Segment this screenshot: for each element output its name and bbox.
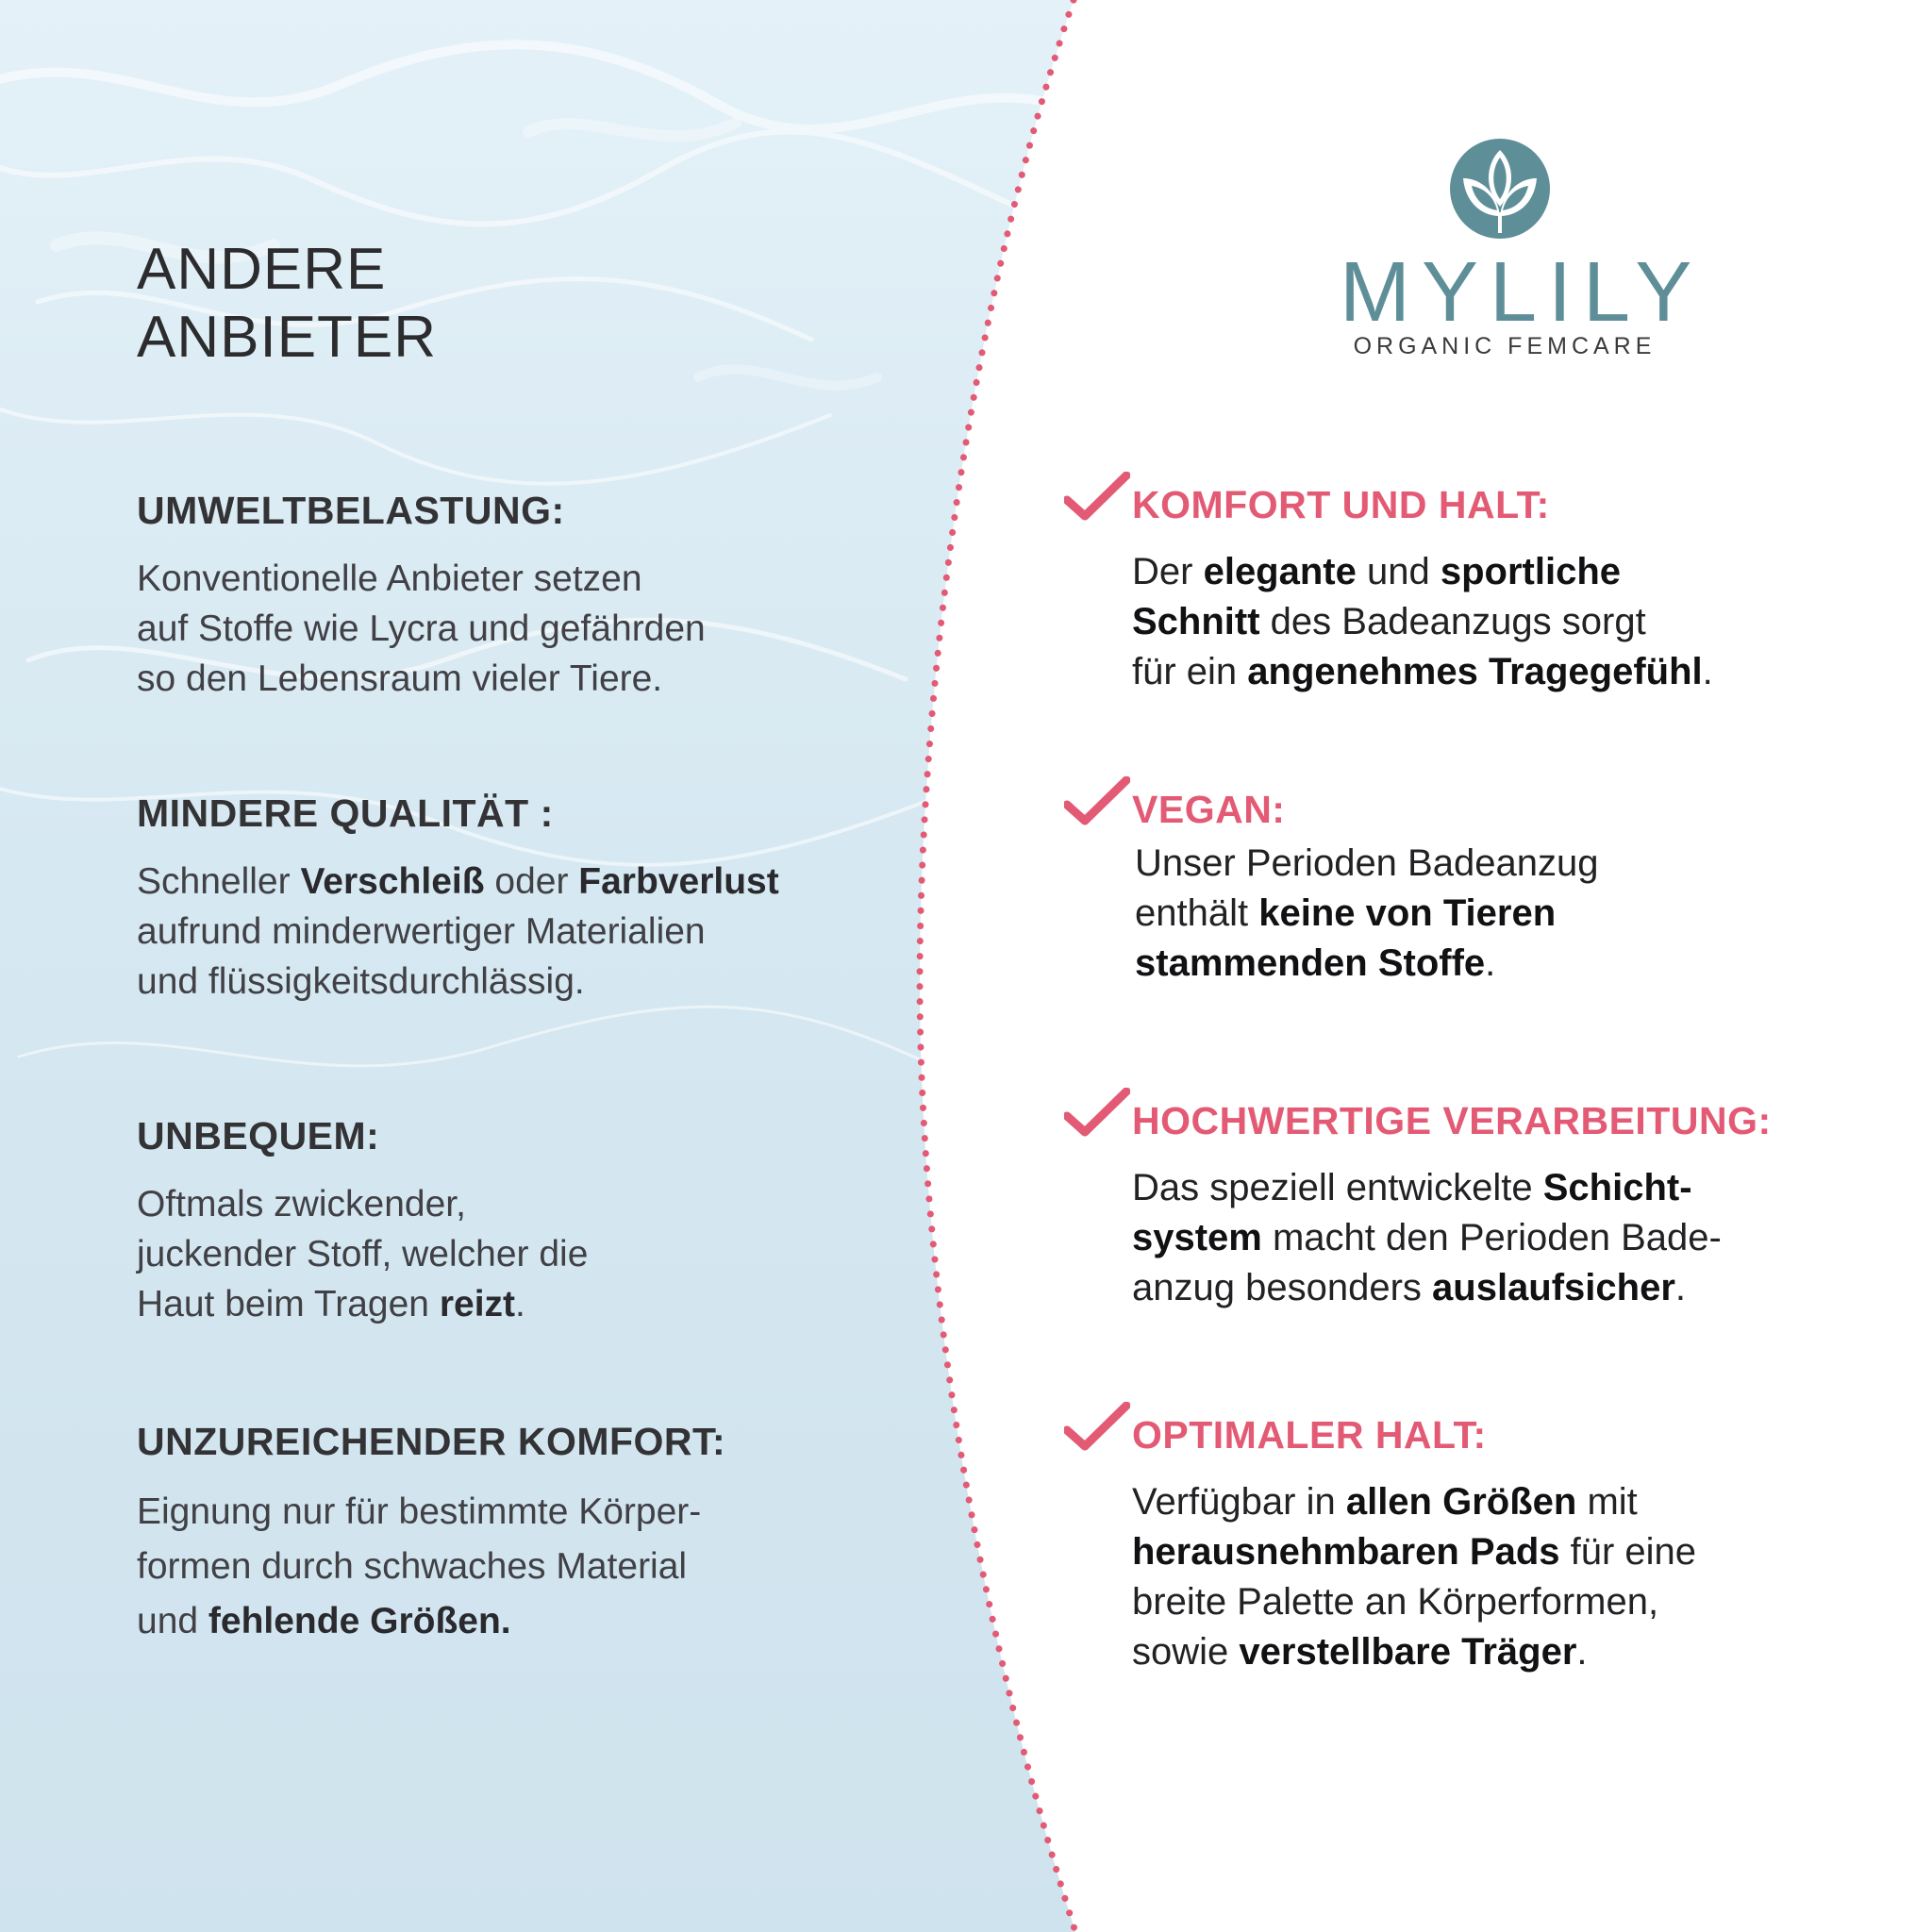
body-text: macht den Perioden Bade- xyxy=(1261,1217,1722,1258)
body-text: und xyxy=(1356,551,1441,592)
emphasis-text: herausnehmbaren Pads xyxy=(1132,1531,1560,1573)
text-line xyxy=(1132,1163,1722,1213)
emphasis-text: Farbverlust xyxy=(578,861,779,902)
body-text: breite Palette an Körperformen, xyxy=(1132,1581,1659,1623)
text-line xyxy=(137,1179,891,1229)
drawback-text xyxy=(137,857,891,1007)
body-text: Der xyxy=(1132,551,1204,592)
body-text: des Badeanzugs sorgt xyxy=(1259,601,1646,642)
body-text: und flüssigkeitsdurchlässig. xyxy=(137,961,585,1002)
body-text: . xyxy=(1674,1267,1687,1308)
drawback-title: UMWELTBELASTUNG: xyxy=(137,489,565,532)
text-line xyxy=(1135,839,1598,889)
body-text: Verfügbar in xyxy=(1132,1481,1346,1523)
brand-tagline: ORGANIC FEMCARE xyxy=(1353,333,1657,359)
benefit-comfort xyxy=(1064,472,1913,717)
heading-line: ANDERE xyxy=(137,237,387,302)
body-text: mit xyxy=(1576,1481,1638,1523)
body-text: juckender Stoff, welcher die xyxy=(137,1234,589,1274)
emphasis-text: auslaufsicher xyxy=(1432,1267,1675,1308)
emphasis-text: angenehmes Tragegefühl xyxy=(1247,651,1703,692)
text-line xyxy=(137,857,891,907)
emphasis-text: Verschleiß xyxy=(300,861,485,902)
text-line xyxy=(1135,889,1598,939)
benefit-text xyxy=(1132,547,1713,697)
drawback-uncomfortable xyxy=(137,1114,891,1329)
body-text: oder xyxy=(484,861,579,902)
drawback-text xyxy=(137,1179,891,1329)
body-text: so den Lebensraum vieler Tiere. xyxy=(137,658,663,699)
drawback-title: MINDERE QUALITÄT : xyxy=(137,791,554,835)
body-text: Haut beim Tragen xyxy=(137,1284,440,1324)
emphasis-text: allen Größen xyxy=(1345,1481,1577,1523)
benefit-text xyxy=(1135,839,1598,989)
emphasis-text: system xyxy=(1132,1217,1262,1258)
text-line xyxy=(1132,1577,1696,1627)
text-line xyxy=(137,1279,891,1329)
body-text: Konventionelle Anbieter setzen xyxy=(137,558,642,599)
drawback-text xyxy=(137,1485,891,1649)
text-line xyxy=(1135,939,1598,989)
emphasis-text: fehlende Größen. xyxy=(208,1601,511,1641)
text-line xyxy=(137,554,891,604)
body-text: anzug besonders xyxy=(1132,1267,1433,1308)
body-text: . xyxy=(515,1284,525,1324)
emphasis-text: sportliche xyxy=(1440,551,1621,592)
checkmark-icon xyxy=(1064,472,1130,528)
text-line xyxy=(137,907,891,957)
text-line xyxy=(137,1485,891,1540)
body-text: aufrund minderwertiger Materialien xyxy=(137,911,706,952)
body-text: Eignung nur für bestimmte Körper- xyxy=(137,1491,702,1532)
emphasis-text: keine von Tieren xyxy=(1258,892,1557,934)
body-text: . xyxy=(1702,651,1713,692)
text-line xyxy=(1132,1477,1696,1527)
benefit-text xyxy=(1132,1477,1696,1677)
benefit-vegan xyxy=(1064,776,1913,1022)
body-text: Oftmals zwickender, xyxy=(137,1184,466,1224)
body-text: enthält xyxy=(1135,892,1259,934)
checkmark-icon xyxy=(1064,776,1130,833)
text-line xyxy=(137,1229,891,1279)
benefit-title: VEGAN: xyxy=(1132,788,1286,831)
text-line xyxy=(1132,647,1713,697)
text-line xyxy=(1132,1527,1696,1577)
emphasis-text: stammenden Stoffe xyxy=(1135,942,1486,984)
text-line xyxy=(137,604,891,654)
drawback-comfort xyxy=(137,1420,891,1649)
text-line xyxy=(137,957,891,1007)
text-line xyxy=(1132,547,1713,597)
drawback-title: UNBEQUEM: xyxy=(137,1114,380,1158)
benefit-text xyxy=(1132,1163,1722,1313)
body-text: Unser Perioden Badeanzug xyxy=(1135,842,1599,884)
emphasis-text: Schicht- xyxy=(1542,1167,1692,1208)
benefit-title: OPTIMALER HALT: xyxy=(1132,1413,1487,1457)
benefit-title: HOCHWERTIGE VERARBEITUNG: xyxy=(1132,1099,1772,1142)
text-line xyxy=(1132,597,1713,647)
benefit-fit xyxy=(1064,1402,1913,1704)
body-text: und xyxy=(137,1601,208,1641)
text-line xyxy=(137,1594,891,1649)
body-text: auf Stoffe wie Lycra und gefährden xyxy=(137,608,706,649)
body-text: sowie xyxy=(1132,1631,1240,1673)
drawback-environment xyxy=(137,489,891,704)
checkmark-icon xyxy=(1064,1402,1130,1458)
text-line xyxy=(1132,1213,1722,1263)
mylily-logo xyxy=(1340,137,1704,368)
body-text: für ein xyxy=(1132,651,1248,692)
body-text: formen durch schwaches Material xyxy=(137,1546,688,1587)
benefit-title: KOMFORT UND HALT: xyxy=(1132,483,1550,526)
text-line xyxy=(1132,1627,1696,1677)
heading-line: ANBIETER xyxy=(137,305,438,370)
body-text: Schneller xyxy=(137,861,301,902)
benefit-quality xyxy=(1064,1088,1913,1333)
body-text: Das speziell entwickelte xyxy=(1132,1167,1543,1208)
emphasis-text: verstellbare Träger xyxy=(1239,1631,1577,1673)
brand-name: MYLILY xyxy=(1340,245,1704,340)
body-text: für eine xyxy=(1559,1531,1697,1573)
drawback-title: UNZUREICHENDER KOMFORT: xyxy=(137,1420,726,1463)
body-text: . xyxy=(1576,1631,1588,1673)
emphasis-text: reizt xyxy=(439,1284,516,1324)
text-line xyxy=(137,654,891,704)
lotus-leaf-icon xyxy=(1448,137,1552,241)
text-line xyxy=(137,1540,891,1594)
drawback-text xyxy=(137,554,891,704)
competitors-heading xyxy=(137,236,437,372)
body-text: . xyxy=(1485,942,1496,984)
checkmark-icon xyxy=(1064,1088,1130,1144)
drawback-quality xyxy=(137,791,891,1007)
text-line xyxy=(1132,1263,1722,1313)
emphasis-text: Schnitt xyxy=(1132,601,1260,642)
emphasis-text: elegante xyxy=(1203,551,1357,592)
